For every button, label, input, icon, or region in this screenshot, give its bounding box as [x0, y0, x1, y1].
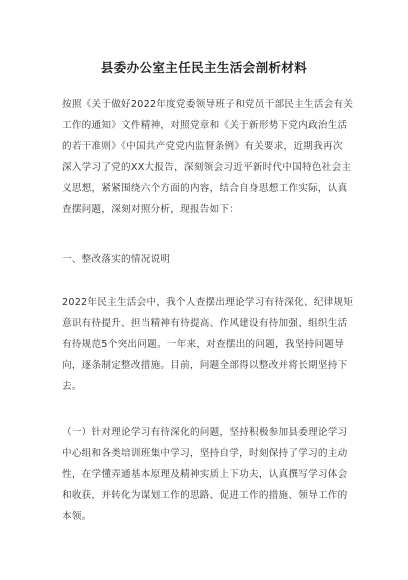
intro-line: 的若干准则》《中国共产党党内监督条例》有关要求，近期我再次 — [62, 141, 343, 152]
section-1-line: 意识有待提升、担当精神有待提高、作风建设有待加强、组织生活 — [62, 318, 348, 329]
subsection-1-line: 本领。 — [62, 511, 92, 522]
intro-paragraph — [62, 94, 352, 220]
subsection-1-paragraph — [62, 422, 352, 527]
subsection-1-line: （一）针对理论学习有待深化的问题，坚持积极参加县委理论学习 — [62, 427, 348, 438]
section-1-line: 去。 — [62, 381, 82, 392]
intro-line: 查摆问题，深刻对照分析，现报告如下： — [62, 204, 240, 215]
section-1-line: 有待规范5个突出问题。一年来，对查摆出的问题，我坚持问题导 — [62, 339, 344, 350]
section-1-paragraph — [62, 292, 352, 397]
section-heading: 一、整改落实的情况说明 — [62, 254, 171, 265]
subsection-1-line: 性，在学懂弄通基本原理及精神实质上下功夫，认真撰写学习体会 — [62, 469, 348, 480]
section-1-line: 2022年民主生活会中，我个人查摆出理论学习有待深化、纪律规矩 — [62, 297, 354, 308]
intro-line: 义思想，紧紧围绕六个方面的内容，结合自身思想工作实际，认真 — [62, 183, 348, 194]
section-1-line: 向，逐条制定整改措施。目前，问题全部得以整改并将长期坚持下 — [62, 360, 348, 371]
subsection-1-line: 和收获，并转化为谋划工作的思路、促进工作的措施、领导工作的 — [62, 490, 348, 501]
document-title: 县委办公室主任民主生活会剖析材料 — [100, 60, 308, 75]
subsection-1-line: 中心组和各类培训班集中学习，坚持自学，时刻保持了学习的主动 — [62, 448, 348, 459]
intro-line: 深入学习了党的XX大报告，深刻领会习近平新时代中国特色社会主 — [62, 162, 352, 173]
intro-line: 工作的通知》文件精神，对照党章和《关于新形势下党内政治生活 — [62, 120, 348, 131]
intro-line: 按照《关于做好2022年度党委领导班子和党员干部民主生活会有关 — [62, 99, 354, 110]
